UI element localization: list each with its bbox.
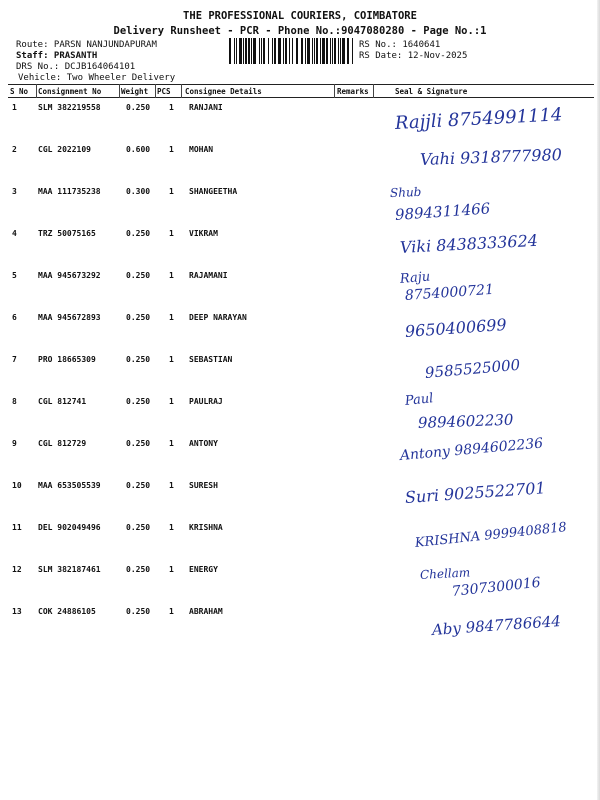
- barcode-bar: [338, 38, 339, 64]
- barcode-bar: [289, 38, 290, 64]
- handwritten-signature: Chellam: [419, 565, 471, 582]
- barcode-bar: [243, 38, 244, 64]
- row-consignment-no: MAA 111735238: [38, 187, 101, 196]
- barcode-bar: [352, 38, 353, 64]
- barcode-bar: [307, 38, 310, 64]
- handwritten-signature: KRISHNA 9999408818: [414, 520, 568, 551]
- vehicle-line: Vehicle: Two Wheeler Delivery: [18, 73, 176, 83]
- row-consignee: SHANGEETHA: [189, 187, 238, 196]
- barcode-bar: [285, 38, 287, 64]
- row-sno: 13: [12, 607, 22, 616]
- row-pcs: 1: [169, 355, 174, 364]
- row-pcs: 1: [169, 439, 174, 448]
- handwritten-signature: Rajjli 8754991114: [394, 104, 563, 134]
- barcode-bar: [261, 38, 262, 64]
- rs-number: RS No.: 1640641: [359, 40, 441, 50]
- barcode-bar: [320, 38, 321, 64]
- barcode-bar: [253, 38, 256, 64]
- row-consignee: PAULRAJ: [189, 397, 223, 406]
- barcode-bar: [332, 38, 333, 64]
- handwritten-signature: Raju: [399, 269, 431, 287]
- barcode-bar: [322, 38, 325, 64]
- row-pcs: 1: [169, 397, 174, 406]
- row-weight: 0.250: [126, 607, 151, 616]
- row-sno: 1: [12, 103, 17, 112]
- barcode-bar: [274, 38, 276, 64]
- barcode-bar: [292, 38, 293, 64]
- barcode-bar: [268, 38, 269, 64]
- header-bottom-rule: [8, 97, 594, 98]
- row-weight: 0.250: [126, 565, 151, 574]
- column-divider: [155, 84, 156, 98]
- col-header-weight: Weight: [121, 87, 149, 96]
- row-pcs: 1: [169, 187, 174, 196]
- row-sno: 10: [12, 481, 22, 490]
- row-pcs: 1: [169, 565, 174, 574]
- barcode-bar: [296, 38, 298, 64]
- row-consignment-no: TRZ 50075165: [38, 229, 96, 238]
- handwritten-signature: Viki 8438333624: [399, 230, 539, 257]
- column-divider: [119, 84, 120, 98]
- row-consignment-no: CGL 2022109: [38, 145, 91, 154]
- column-divider: [181, 84, 182, 98]
- row-consignment-no: MAA 945672893: [38, 313, 101, 322]
- row-weight: 0.250: [126, 313, 151, 322]
- row-pcs: 1: [169, 271, 174, 280]
- drs-line: DRS No.: DCJB164064101: [16, 62, 136, 72]
- column-divider: [373, 84, 374, 98]
- row-consignment-no: PRO 18665309: [38, 355, 96, 364]
- row-pcs: 1: [169, 229, 174, 238]
- handwritten-signature: 9585525000: [424, 355, 521, 382]
- row-consignee: ANTONY: [189, 439, 218, 448]
- barcode-bar: [347, 38, 349, 64]
- row-sno: 12: [12, 565, 22, 574]
- col-header-seal-signature: Seal & Signature: [395, 87, 468, 96]
- handwritten-signature: Shub: [389, 184, 422, 200]
- row-pcs: 1: [169, 607, 174, 616]
- row-consignment-no: COK 24886105: [38, 607, 96, 616]
- row-weight: 0.600: [126, 145, 151, 154]
- col-header-consignee: Consignee Details: [185, 87, 262, 96]
- row-consignment-no: CGL 812741: [38, 397, 87, 406]
- row-consignee: ABRAHAM: [189, 607, 223, 616]
- row-consignee: SEBASTIAN: [189, 355, 233, 364]
- row-consignee: VIKRAM: [189, 229, 218, 238]
- row-consignment-no: DEL 902049496: [38, 523, 101, 532]
- row-sno: 9: [12, 439, 17, 448]
- barcode-bar: [326, 38, 328, 64]
- barcode-bar: [314, 38, 315, 64]
- barcode-bar: [305, 38, 306, 64]
- barcode-bar: [283, 38, 284, 64]
- runsheet-subtitle: Delivery Runsheet - PCR - Phone No.:9047080280 - Page No.:1: [113, 25, 487, 37]
- row-consignment-no: MAA 653505539: [38, 481, 101, 490]
- col-header-sno: S No: [10, 87, 29, 96]
- handwritten-signature: Paul: [404, 391, 435, 409]
- row-consignee: DEEP NARAYAN: [189, 313, 247, 322]
- row-consignment-no: SLM 382187461: [38, 565, 101, 574]
- barcode-bar: [245, 38, 247, 64]
- barcode-bar: [340, 38, 341, 64]
- col-header-remarks: Remarks: [337, 87, 369, 96]
- row-consignee: ENERGY: [189, 565, 218, 574]
- barcode-bar: [251, 38, 252, 64]
- rs-date: RS Date: 12-Nov-2025: [359, 51, 468, 61]
- header-top-rule: [8, 84, 594, 85]
- row-consignee: SURESH: [189, 481, 218, 490]
- handwritten-signature: 9894602230: [417, 410, 514, 432]
- row-weight: 0.300: [126, 187, 151, 196]
- barcode-bar: [272, 38, 273, 64]
- row-pcs: 1: [169, 313, 174, 322]
- barcode-bar: [229, 38, 231, 64]
- staff-line: Staff: PRASANTH: [16, 51, 98, 61]
- col-header-pcs: PCS: [157, 87, 171, 96]
- row-sno: 4: [12, 229, 17, 238]
- barcode-bar: [330, 38, 331, 64]
- row-sno: 5: [12, 271, 17, 280]
- barcode-bar: [263, 38, 265, 64]
- barcode-bar: [236, 38, 237, 64]
- barcode-bar: [234, 38, 235, 64]
- row-pcs: 1: [169, 523, 174, 532]
- barcode-image: [228, 38, 356, 64]
- handwritten-signature: 8754000721: [404, 281, 495, 304]
- row-weight: 0.250: [126, 481, 151, 490]
- handwritten-signature: Aby 9847786644: [431, 612, 562, 639]
- row-pcs: 1: [169, 103, 174, 112]
- row-consignment-no: CGL 812729: [38, 439, 87, 448]
- handwritten-signature: 9894311466: [394, 199, 491, 224]
- row-sno: 6: [12, 313, 17, 322]
- handwritten-signature: Vahi 9318777980: [419, 145, 563, 169]
- row-pcs: 1: [169, 145, 174, 154]
- barcode-bar: [301, 38, 303, 64]
- barcode-bar: [259, 38, 260, 64]
- barcode-bar: [342, 38, 345, 64]
- route-line: Route: PARSN NANJUNDAPURAM: [16, 40, 157, 50]
- barcode-bar: [312, 38, 313, 64]
- row-weight: 0.250: [126, 271, 151, 280]
- barcode-bar: [248, 38, 250, 64]
- row-sno: 7: [12, 355, 17, 364]
- row-weight: 0.250: [126, 229, 151, 238]
- barcode-bar: [278, 38, 281, 64]
- row-pcs: 1: [169, 481, 174, 490]
- company-title: THE PROFESSIONAL COURIERS, COIMBATORE: [183, 10, 417, 22]
- row-consignee: KRISHNA: [189, 523, 223, 532]
- barcode-bar: [316, 38, 318, 64]
- row-weight: 0.250: [126, 397, 151, 406]
- row-weight: 0.250: [126, 103, 151, 112]
- row-sno: 11: [12, 523, 22, 532]
- col-header-consignment: Consignment No: [38, 87, 102, 96]
- row-sno: 2: [12, 145, 17, 154]
- column-divider: [334, 84, 335, 98]
- row-sno: 3: [12, 187, 17, 196]
- barcode-bar: [239, 38, 242, 64]
- row-weight: 0.250: [126, 523, 151, 532]
- row-weight: 0.250: [126, 439, 151, 448]
- row-consignee: RANJANI: [189, 103, 223, 112]
- row-consignment-no: MAA 945673292: [38, 271, 101, 280]
- handwritten-signature: 7307300016: [451, 574, 542, 600]
- handwritten-signature: Antony 9894602236: [399, 435, 544, 464]
- column-divider: [36, 84, 37, 98]
- barcode-bar: [334, 38, 336, 64]
- handwritten-signature: Suri 9025522701: [404, 478, 547, 507]
- row-weight: 0.250: [126, 355, 151, 364]
- row-consignee: RAJAMANI: [189, 271, 228, 280]
- handwritten-signature: 9650400699: [404, 314, 508, 341]
- row-consignment-no: SLM 382219558: [38, 103, 101, 112]
- row-sno: 8: [12, 397, 17, 406]
- row-consignee: MOHAN: [189, 145, 214, 154]
